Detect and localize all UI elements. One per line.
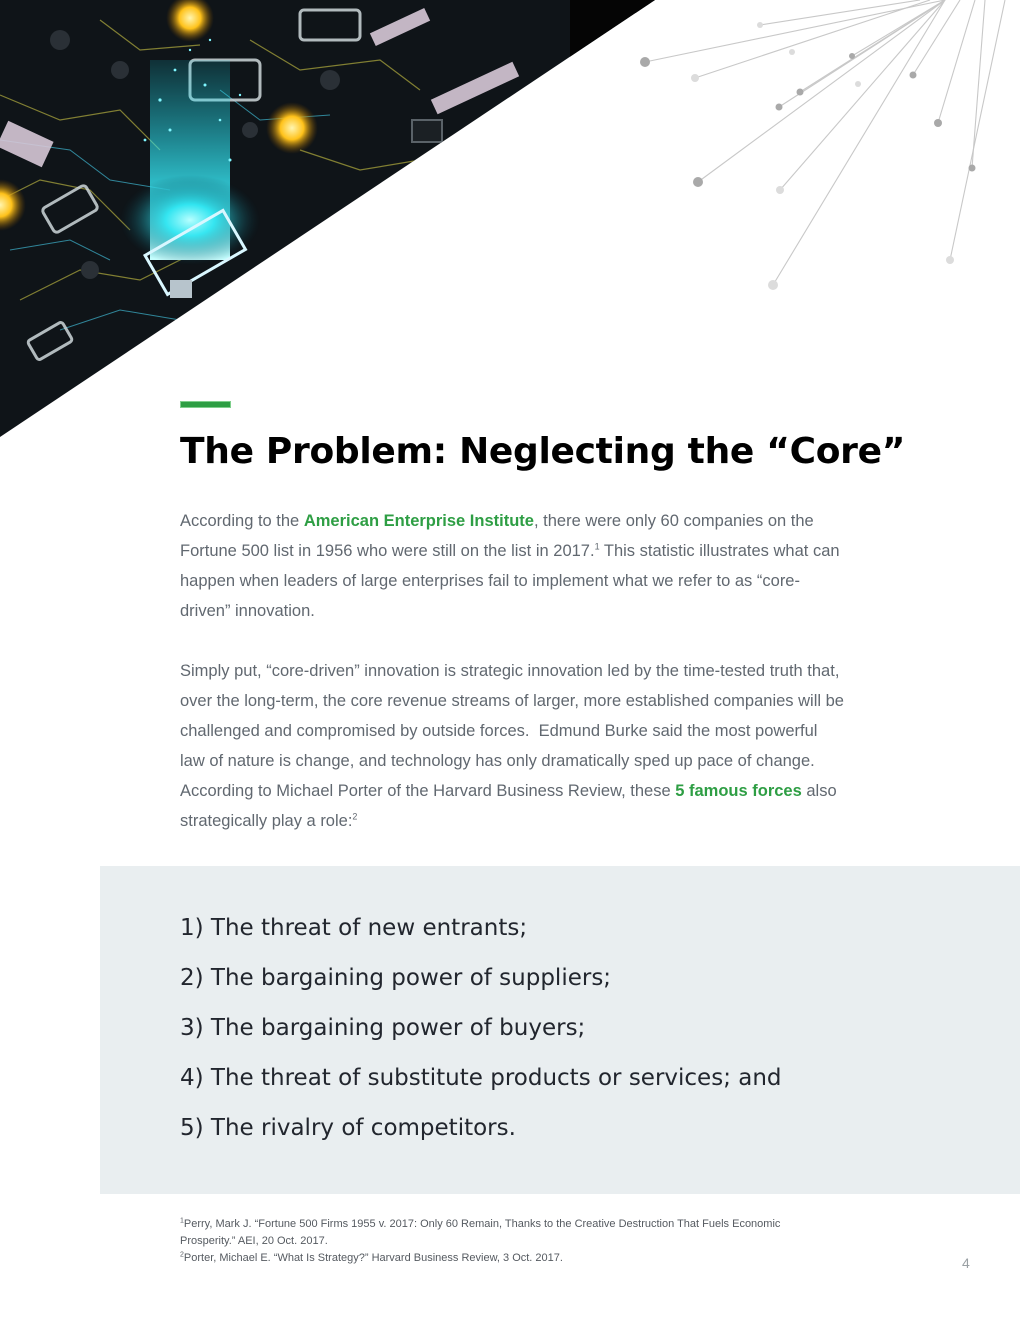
footnote-text: Perry, Mark J. “Fortune 500 Firms 1955 v. 2017: Only 60 Remain, Thanks to the Creative Destruction That Fuels Economic Prosperity.” AEI, 20 Oct. 2017. (180, 1218, 781, 1247)
force-item: 4) The threat of substitute products or services; and (180, 1065, 782, 1091)
footnote-marker: 1 (180, 1217, 184, 1225)
force-item: 3) The bargaining power of buyers; (180, 1015, 586, 1041)
paragraph-text: According to the (180, 512, 304, 530)
footnote-ref-1: 1 (594, 541, 600, 552)
footnote-1 (180, 1216, 820, 1250)
force-item: 5) The rivalry of competitors. (180, 1115, 516, 1141)
paragraph-text: also strategically play a role: (180, 782, 837, 830)
footnote-2 (180, 1250, 820, 1267)
hero-graphic (0, 0, 1020, 440)
force-item: 2) The bargaining power of suppliers; (180, 965, 612, 991)
paragraph-text: , there were only 60 companies on the Fortune 500 list in 1956 who were still on the list in 2017. (180, 512, 814, 560)
section-title: The Problem: Neglecting the “Core” (180, 431, 906, 472)
footnote-text: Porter, Michael E. “What Is Strategy?” Harvard Business Review, 3 Oct. 2017. (183, 1252, 563, 1264)
five-forces-list (180, 910, 782, 1160)
five-famous-forces-link[interactable]: 5 famous forces (675, 782, 802, 800)
intro-paragraph (180, 506, 845, 626)
page-number: 4 (962, 1255, 970, 1271)
paragraph-text: Simply put, “core-driven” innovation is strategic innovation led by the time-tested truth that, over the long-term, the core revenue streams of larger, more established companies will be challenged and compromised by outside forces. Edmund Burke said the most powerful law of nature is change, and technology has only dramatically sped up pace of change. According to Michael Porter of the Harvard Business Review, these (180, 662, 844, 800)
circuit-board-image (0, 0, 660, 440)
starburst-graphic (640, 0, 1005, 290)
paragraph-text: This statistic illustrates what can happen when leaders of large enterprises fail to implement what we refer to as “core-driven” innovation. (180, 542, 840, 620)
section-accent-bar (180, 401, 231, 408)
american-enterprise-institute-link[interactable]: American Enterprise Institute (303, 512, 534, 530)
footnote-ref-2: 2 (352, 811, 358, 822)
footnotes (180, 1216, 820, 1267)
five-forces-panel (100, 866, 1020, 1194)
footnote-marker: 2 (180, 1251, 184, 1259)
core-driven-paragraph (180, 656, 845, 836)
force-item: 1) The threat of new entrants; (180, 915, 528, 941)
